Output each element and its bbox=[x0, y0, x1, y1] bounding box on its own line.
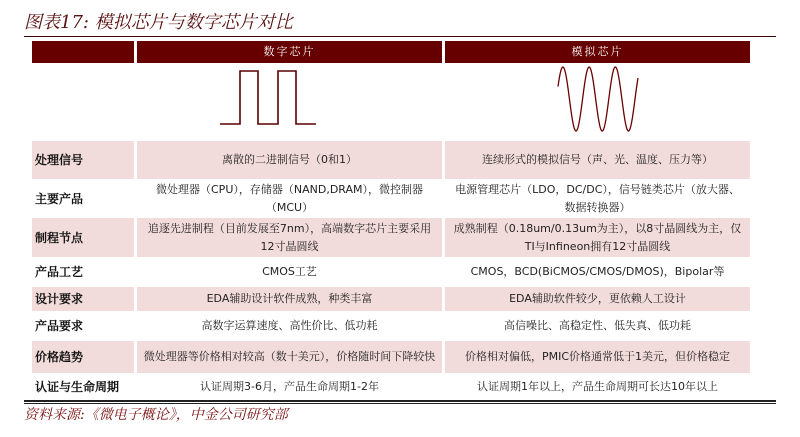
waveform-row bbox=[32, 63, 750, 141]
square-wave-icon bbox=[220, 69, 360, 129]
table-row: 价格趋势 微处理器等价格相对较高（数十美元），价格随时间下降较快 价格相对偏低，PMIC价格通常低于1美元，但价格稳定 bbox=[32, 341, 750, 373]
table-row: 处理信号 离散的二进制信号（0和1） 连续形式的模拟信号（声、光、温度、压力等） bbox=[32, 141, 750, 179]
table-row: 产品工艺 CMOS工艺 CMOS，BCD(BiCMOS/CMOS/DMOS)，Bipolar等 bbox=[35, 265, 725, 279]
bottom-rule bbox=[24, 400, 776, 402]
table-row: 认证与生命周期 认证周期3-6月，产品生命周期1-2年 认证周期1年以上，产品生命周期可长达10年以上 bbox=[35, 379, 718, 394]
sine-wave-icon bbox=[553, 64, 643, 134]
title-divider bbox=[24, 36, 776, 37]
table-row: 制程节点 追逐先进制程（目前发展至7nm），高端数字芯片主要采用12寸晶圆线 成熟制程（0.18um/0.13um为主），以8寸晶圆线为主，仅TI与Infineon拥有12寸晶圆线 bbox=[32, 218, 750, 257]
table-row: 产品要求 高数字运算速度、高性价比、低功耗 高信噪比、高稳定性、低失真、低功耗 bbox=[35, 319, 691, 333]
figure-title: 图表17: 模拟芯片与数字芯片对比 bbox=[24, 12, 293, 33]
table-row: 主要产品 微处理器（CPU），存储器（NAND,DRAM），微控制器（MCU） 电源管理芯片（LDO，DC/DC），信号链类芯片（放大器、数据转换器） bbox=[35, 182, 740, 214]
header-digital: 数字芯片 bbox=[137, 41, 442, 63]
header-row bbox=[32, 41, 750, 63]
source-note: 资料来源:《微电子概论》，中金公司研究部 bbox=[24, 407, 288, 423]
header-blank bbox=[32, 41, 134, 63]
header-analog: 模拟芯片 bbox=[445, 41, 750, 63]
comparison-table bbox=[29, 41, 753, 400]
table-row: 设计要求 EDA辅助设计软件成熟，种类丰富 EDA辅助软件较少，更依赖人工设计 bbox=[32, 287, 750, 311]
